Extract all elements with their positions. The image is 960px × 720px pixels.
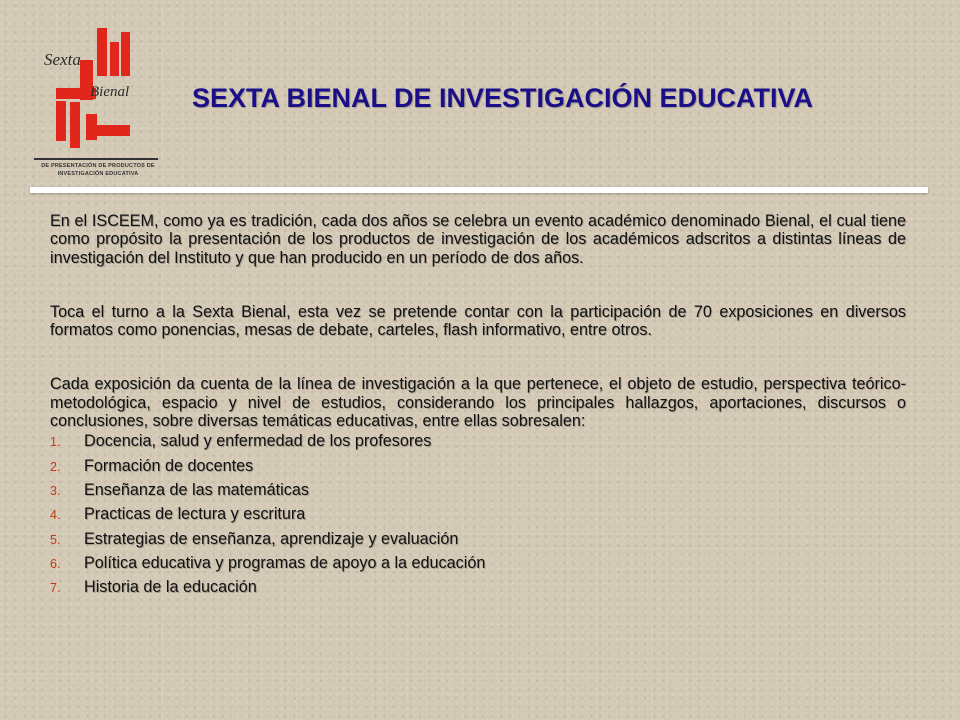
- list-item-number: 5.: [50, 532, 61, 547]
- logo-caption-line-2: INVESTIGACIÓN EDUCATIVA: [57, 171, 139, 177]
- logo-caption: [36, 162, 160, 178]
- page-title: SEXTA BIENAL DE INVESTIGACIÓN EDUCATIVA: [192, 83, 814, 113]
- topics-list: [50, 432, 906, 602]
- logo-word-sexta: Sexta: [44, 50, 81, 69]
- list-item-number: 7.: [50, 581, 61, 596]
- list-item: [50, 578, 906, 602]
- list-item: [50, 505, 906, 529]
- logo-caption-line-1: DE PRESENTACIÓN DE PRODUCTOS DE: [41, 163, 155, 169]
- list-item-text: Docencia, salud y enfermedad de los profesores: [84, 432, 432, 451]
- list-item: [50, 554, 906, 578]
- list-item-text: Formación de docentes: [84, 456, 254, 475]
- topics-intro-paragraph: Cada exposición da cuenta de la línea de investigación a la que pertenece, el objeto de estudio, perspectiva teórico-metodológica, espacio y nivel de estudios, considerando los principales hallazgos, aportaciones, discursos o conclusiones, sobre diversas temáticas educativas, entre ellas sobresalen:: [50, 375, 906, 431]
- list-item-number: 2.: [50, 459, 61, 474]
- intro-paragraph: En el ISCEEM, como ya es tradición, cada dos años se celebra un evento académico denominado Bienal, el cual tiene como propósito la presentación de los productos de investigación de los académicos adscritos a distintas líneas de investigación del Instituto y que han producido en un período de dos años.: [50, 212, 906, 267]
- list-item-number: 4.: [50, 508, 61, 523]
- list-item-number: 1.: [50, 435, 61, 450]
- list-item: [50, 530, 906, 554]
- list-item-text: Estrategias de enseñanza, aprendizaje y evaluación: [84, 529, 459, 548]
- bienal-logo: [30, 22, 162, 190]
- list-item: [50, 457, 906, 481]
- list-item-number: 6.: [50, 556, 61, 571]
- list-item-number: 3.: [50, 483, 61, 498]
- list-item-text: Enseñanza de las matemáticas: [84, 480, 309, 499]
- main-content: [50, 212, 906, 602]
- list-item: [50, 432, 906, 456]
- list-item-text: Política educativa y programas de apoyo a la educación: [84, 553, 486, 572]
- logo-word-bienal: Bienal: [90, 84, 130, 100]
- list-item-text: Historia de la educación: [84, 578, 257, 597]
- participation-paragraph: Toca el turno a la Sexta Bienal, esta vez se pretende contar con la participación de 70 exposiciones en diversos formatos como ponencias, mesas de debate, carteles, flash informativo, entre otros.: [50, 302, 906, 340]
- list-item: [50, 481, 906, 505]
- list-item-text: Practicas de lectura y escritura: [84, 505, 306, 524]
- title-divider: [30, 187, 928, 193]
